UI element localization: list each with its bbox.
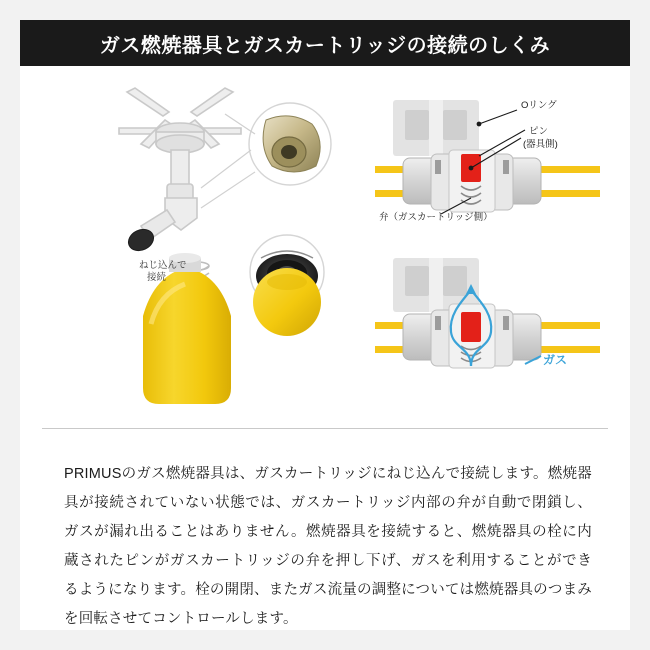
- label-pin-line2: (器具側): [523, 139, 558, 150]
- cartridge-top-closeup: [253, 268, 321, 336]
- brass-fitting-closeup: [225, 103, 331, 185]
- connection-cross-section-closed: [375, 94, 600, 234]
- stove-burner-graphic: [119, 88, 241, 240]
- device-body-upper: [393, 100, 479, 156]
- valve-assembly-closed: [403, 150, 541, 212]
- label-valve: 弁（ガスカートリッジ側）: [379, 212, 493, 223]
- content-card: [20, 20, 630, 630]
- diagram-area: [20, 66, 630, 421]
- page-title: ガス燃焼器具とガスカートリッジの接続のしくみ: [99, 34, 551, 57]
- label-screw-line2: 接続: [147, 272, 167, 283]
- leader-lines: [201, 150, 255, 208]
- label-oring: Oリング: [521, 100, 557, 111]
- section-divider: [42, 428, 608, 429]
- description-paragraph: PRIMUSのガス燃焼器具は、ガスカートリッジにねじ込んで接続します。燃焼器具が接続されていない状態では、ガスカートリッジ内部の弁が自動で閉鎖し、ガスが漏れ出ることはありません。燃焼器具を接続すると、燃焼器具の栓に内蔵されたピンがガスカートリッジの弁を押し下げ、ガスを利用することができるようになります。栓の開閉、またガス流量の調整については燃焼器具のつまみを回転させてコントロールします。: [64, 465, 592, 627]
- label-pin-line1: ピン: [529, 126, 549, 137]
- label-gas: ガス: [543, 353, 568, 367]
- stove-cartridge-illustration: [105, 76, 345, 416]
- label-screw-line1: ねじ込んで: [139, 260, 187, 271]
- title-bar: [20, 20, 630, 66]
- connection-cross-section-open: [375, 256, 600, 396]
- valve-red-open: [461, 312, 481, 342]
